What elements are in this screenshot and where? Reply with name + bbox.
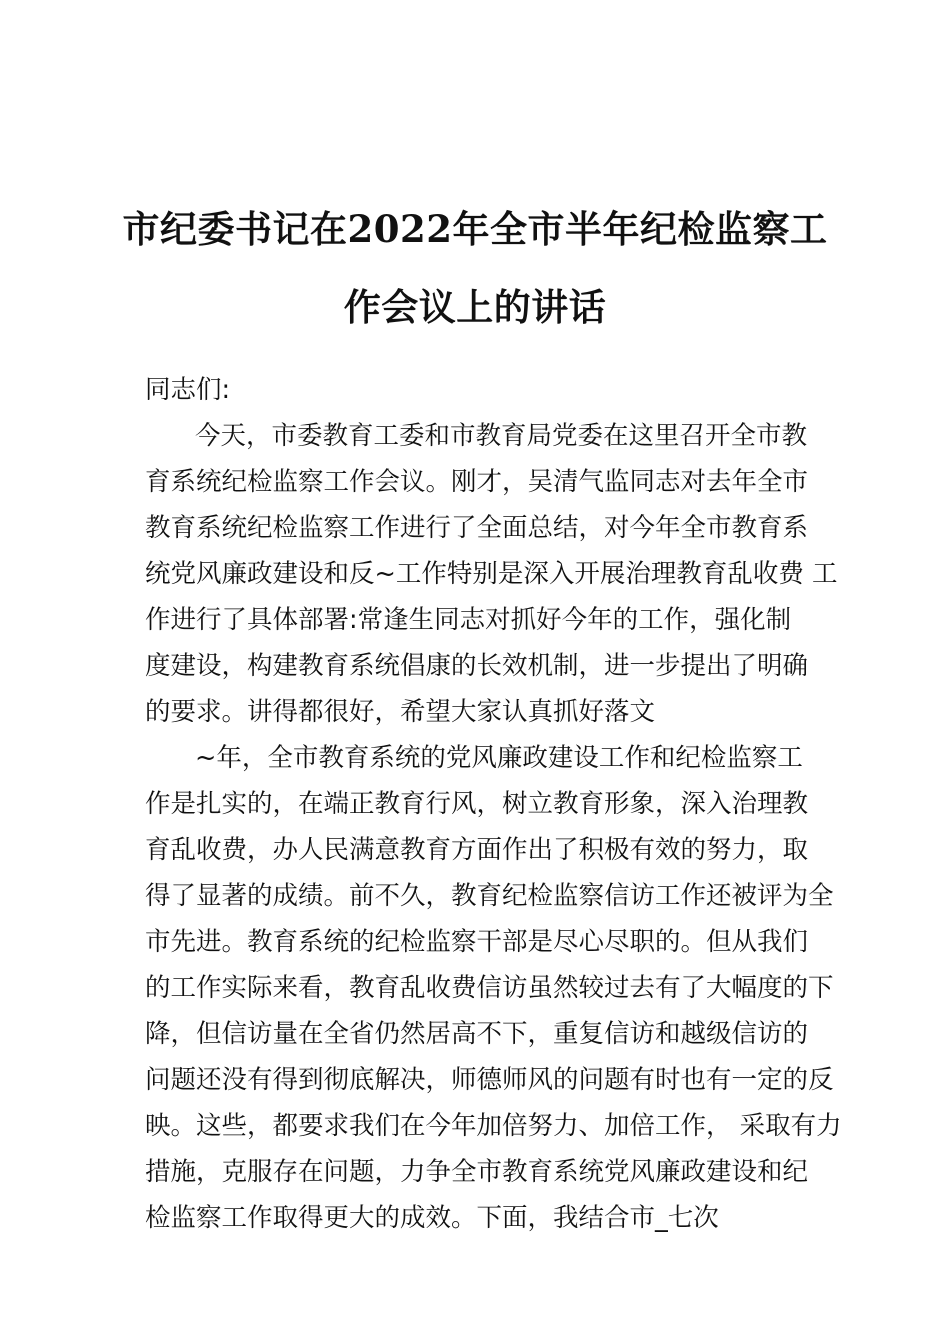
paragraph-line: 统党风廉政建设和反~工作特别是深入开展治理教育乱收费 工 <box>145 559 838 589</box>
paragraph-line: 育系统纪检监察工作会议。刚才，吴清气监同志对去年全市 <box>145 467 809 497</box>
paragraph-line: 今天，市委教育工委和市教育局党委在这里召开全市教 <box>195 421 808 451</box>
document-body <box>145 367 842 1241</box>
paragraph-line: 育乱收费，办人民满意教育方面作出了积极有效的努力，取 <box>145 835 809 865</box>
title-line-1: 市纪委书记在2022年全市半年纪检监察工 <box>122 207 828 251</box>
paragraph-line: 措施，克服存在问题，力争全市教育系统党风廉政建设和纪 <box>145 1157 809 1187</box>
paragraph-line: 问题还没有得到彻底解决，师德师风的问题有时也有一定的反 <box>145 1065 834 1095</box>
paragraph-line: 作进行了具体部署:常逢生同志对抓好今年的工作，强化制 <box>145 605 792 635</box>
paragraph-line: 映。这些，都要求我们在今年加倍努力、加倍工作， 采取有力 <box>145 1111 842 1141</box>
paragraph-line: 的要求。讲得都很好，希望大家认真抓好落文 <box>145 697 656 727</box>
paragraph-line: ~年，全市教育系统的党风廉政建设工作和纪检监察工 <box>195 743 803 773</box>
paragraph-line: 的工作实际来看，教育乱收费信访虽然较过去有了大幅度的下 <box>145 973 834 1003</box>
paragraph-line: 市先进。教育系统的纪检监察干部是尽心尽职的。但从我们 <box>145 927 809 957</box>
paragraph-line: 作是扎实的，在端正教育行风，树立教育形象，深入治理教 <box>145 789 809 819</box>
paragraph-2 <box>145 735 842 1241</box>
paragraph-line: 检监察工作取得更大的成效。下面，我结合市_七次 <box>145 1203 719 1233</box>
paragraph-line: 降，但信访量在全省仍然居高不下，重复信访和越级信访的 <box>145 1019 809 1049</box>
document-title <box>120 190 830 346</box>
paragraph-line: 度建设，构建教育系统倡康的长效机制，进一步提出了明确 <box>145 651 809 681</box>
paragraph-line: 得了显著的成绩。前不久，教育纪检监察信访工作还被评为全 <box>145 881 834 911</box>
title-line-2: 作会议上的讲话 <box>343 285 607 329</box>
paragraph-line: 教育系统纪检监察工作进行了全面总结，对今年全市教育系 <box>145 513 809 543</box>
salutation: 同志们: <box>145 375 231 405</box>
paragraph-1 <box>145 413 838 735</box>
